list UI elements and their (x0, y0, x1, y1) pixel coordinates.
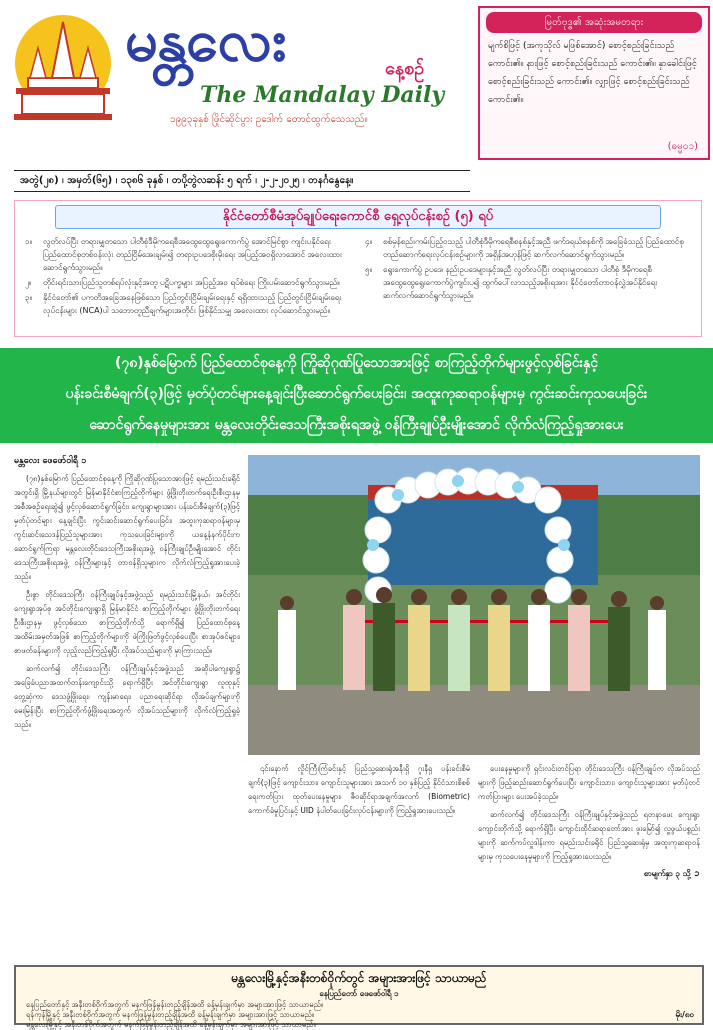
weather-box (14, 965, 704, 1029)
ribbon-cutting-photo (248, 455, 700, 755)
national-plan-box (14, 200, 702, 337)
article-paragraph: ပေးနေမှုများကို ရှင်းလင်းတင်ပြရာ တိုင်းဒေသကြီး ဝန်ကြီးချုပ်က လိုအပ်သည်များကို ဖြည့်ဆည်းဆောင်ရွက်ပေးပြီး ကျောင်းသား၊ ကျောင်းသူများအား မှတ်ပုံတင်ကတ်ပြားများ ပေးအပ်ခဲ့သည်။ (478, 764, 700, 801)
issue-dateline: အတွဲ(၂၈) ၊ အမှတ်(၆၅) ၊ ၁၃၈၆ ခုနှစ် ၊ တပို့တွဲလဆန်း ၅ ရက် ၊ ၂-၂-၂၀၂၅ ၊ တနင်္ဂနွေနေ့။ (14, 170, 470, 192)
article-paragraph: ဆက်လက်၍ တိုင်းဒေသကြီး ဝန်ကြီးချုပ်နှင့်အဖွဲ့သည် အဆိုပါကျေးရွာ၌ အခြေခံပညာအထက်တန်းကျောင်းသို့ ရောက်ရှိပြီး အင်တိုင်းကျေးရွာ လူထုနှင့် တွေ့ဆုံကာ ဒေသဖွံ့ဖြိုးရေး၊ ကျန်းမာရေး၊ ပညာရေးဆိုင်ရာ လိုအပ်ချက်များကို မေးမြန်းပြီး စာကြည့်တိုက်ဖွံ့ဖြိုးရေးအတွက် လိုအပ်သည်များကို လိုက်လံကြည့်ရှုခဲ့သည်။ (14, 664, 240, 729)
plan-item-text: စစ်မှန်စည်းကမ်းပြည့်ဝသည့် ပါတီစုံဒီမိုကရေစီစနစ်နှင့်အညီ ဖက်ဒရယ်စနစ်ကို အခြေခံသည့် ပြည်ထောင်စုတည်ဆောက်ရေးလုပ်ငန်းစဉ်များကို အရှိန်အဟုန်ဖြင့် ဆက်လက်ဆောင်ရွက်သွားမည်။ (383, 237, 684, 259)
plan-item-text: တိုင်းရင်းသားပြည်သူတစ်ရပ်လုံးနှင့်အတူ ပဋိပက္ခများ အပြည့်အဝ ရပ်စဲရေး ကြိုးပမ်းဆောင်ရွက်သွားမည်။ (43, 278, 340, 287)
plan-item (365, 235, 685, 261)
article-column-right (478, 762, 700, 962)
plan-item-text: ရွေးကောက်ပွဲ ဥပဒေ၊ နည်းဥပဒေများနှင့်အညီ လွတ်လပ်ပြီး တရားမျှတသော ပါတီစုံ ဒီမိုကရေစီ အထွေထွေရွေးကောက်ပွဲကျင်းပ၍ ထွက်ပေါ်လာသည့်အစိုးရအား နိုင်ငံတော်တာဝန်လွှဲအပ်နိုင်ရေး ဆက်လက်ဆောင်ရွက်သွားမည်။ (383, 265, 658, 300)
weather-byline: နေပြည်တော် ဖေဖော်ဝါရီ ၁ (319, 989, 399, 998)
masthead-subtitle: နေ့စဉ် (385, 58, 425, 79)
continued-link[interactable]: စာမျက်နှာ ၃ သို့ ➲ (643, 869, 700, 878)
plan-item-number: ၁။ (25, 237, 32, 246)
plan-item-number: ၂။ (25, 278, 32, 287)
masthead-tagline: ၁၉၉၃ခုနှစ် ဖြိုင်ဆိုင်ပွား ဥဒေါက် တောင်ထွက်သေသည်။ (170, 114, 368, 125)
headline-line-3: ဆောင်ရွက်နေမှုများအား မန္တလေးတိုင်းဒေသကြီးအစိုးရအဖွဲ့ ဝန်ကြီးချုပ်ဦးမျိုးအောင် လိုက်လံကြည့်ရှုအားပေး (89, 417, 624, 433)
dhamma-box-title: မြတ်ဗုဒ္ဓ၏ အဆုံးအမတရား (486, 12, 702, 33)
plan-item-number: ၅။ (365, 265, 372, 274)
photo-illustration (248, 455, 700, 755)
plan-item-text: လွတ်လပ်ပြီး တရားမျှတသော ပါတီစုံဒီမိုကရေစီအထွေထွေရွေးကောက်ပွဲ အောင်မြင်စွာ ကျင်းပနိုင်ရေး ပြည်ထောင်စုတစ်ဝန်းလုံး တည်ငြိမ်အေးချမ်း၍ တရားဥပဒေစိုးမိုးရေး အပြည့်အဝရှိလာအောင် အလေးထားဆောင်ရွက်သွားမည်။ (43, 237, 342, 272)
article-byline: မန္တလေး ဖေဖော်ဝါရီ ၁ (14, 456, 87, 466)
weather-code: မိုး/၈၀ (675, 1010, 694, 1019)
national-plan-heading: နိုင်ငံတော်စီမံအုပ်ချုပ်ရေးကောင်စီ ရှေ့လုပ်ငန်းစဉ် (၅) ရပ် (55, 205, 661, 229)
plan-item-number: ၃။ (25, 293, 32, 302)
weather-line: နေပြည်တော်နှင့် အနီးတစ်ဝိုက်အတွက် မနက်ဖြန်မွန်းတည့်ချိန်အထိ ခန့်မှန်းချက်မှာ အများအားဖြင့် သာယာမည်။ (26, 1000, 324, 1009)
dhamma-box-body: မျက်စိဖြင့် (အကုသိုလ် မဖြစ်အောင်) စောင့်စည်းခြင်းသည် ကောင်း၏။ နားဖြင့် စောင့်စည်းခြင်းသည် ကောင်း၏။ နှာခေါင်းဖြင့် စောင့်စည်းခြင်းသည် ကောင်း၏။ လျှာဖြင့် စောင့်စည်းခြင်းသည် ကောင်း၏။ (488, 41, 697, 105)
dhamma-box-reference: (ဓမ္မ၀၁) (667, 141, 698, 152)
lead-headline (0, 348, 713, 443)
national-plan-column-left (25, 235, 345, 319)
article-paragraph: ဆက်လက်၍ တိုင်းဒေသကြီး ဝန်ကြီးချုပ်နှင့်အဖွဲ့သည် ရတနာဖေး ကျေးရွာကျောင်းတိုက်သို့ ရောက်ရှိပြီး ကျောင်းထိုင်ဆရာတော်အား ဖူးမြော်၍ လှူဖွယ်ပစ္စည်းများကို ဆက်ကပ်လှူဒါန်းကာ ရမည်းသင်းခရိုင် ပြည်သူ့ဆေးရုံမှ အထူးကုဆရာဝန်များမှ ကုသပေးနေမှုများကို ကြည့်ရှုအားပေးသည်။ (478, 810, 700, 861)
masthead (0, 0, 465, 140)
plan-item-number: ၄။ (365, 237, 372, 246)
article-paragraph: ၎င်းနောက် လှိုင်ကြီးကြံခင်းနှင့် ပြည်သူ့ဆေးရုံအနီးရှိ ဂူးနီရှ ပန်းခင်းစီမံချက်(၃)ဖြင့် ကျောင်းသား၊ ကျောင်းသူများအား အသက် ၁၀ နှစ်ပြည့် နိုင်ငံသားစိစစ်ရေးကတ်ပြား ထုတ်ပေးနေမှုများ၊ ဇီဝဆိုင်ရာအချက်အလက် (Biometric) ကောက်ခံမှုပြင်းနှင့် UID နံပါတ်ပေးခြင်းလုပ်ငန်းများကို ကြည့်ရှုအားပေးသည်။ (248, 764, 470, 815)
national-plan-column-right (365, 235, 685, 304)
plan-item (25, 276, 345, 289)
masthead-title: မန္တလေး (125, 6, 286, 74)
weather-line: ရန်ကုန်မြို့နှင့် အနီးတစ်ဝိုက်အတွက် မနက်ဖြန်မွန်းတည့်ချိန်အထိ ခန့်မှန်းချက်မှာ အများအားဖြင့် သာယာမည်။ (26, 1010, 315, 1019)
headline-line-1: (၇၈)နှစ်မြောက် ပြည်ထောင်စုနေ့ကို ကြိုဆိုဂုဏ်ပြုသောအားဖြင့် စာကြည့်တိုက်များဖွင့်လှစ်ခြင်းနှင့် (114, 355, 599, 371)
masthead-english-title: The Mandalay Daily (200, 82, 445, 108)
plan-item (25, 291, 345, 317)
article-paragraph: ဦးစွာ တိုင်းဒေသကြီး ဝန်ကြီးချုပ်နှင့်အဖွဲ့သည် ရမည်းသင်းမြို့နယ်၊ အင်တိုင်းကျေးရွာအုပ်စု အင်တိုင်းကျေးရွာရှိ မြန်မာနိုင်ငံ စာကြည့်တိုက်များ ဖွံ့ဖြိုးတိုးတက်ရေးဦးစီးဌာနမှ ဖွင့်လှစ်သော စာကြည့်တိုက်သို့ ရောက်ရှိ၍ ပြည်ထောင်စုနေ့အထိမ်းအမှတ်အဖြစ် စာကြည့်တိုက်များကို ဖဲကြိုးဖြတ်ဖွင့်လှစ်ပေးပြီး စာအုပ်စင်များ၊ စာဖတ်ခန်းများကို လှည့်လည်ကြည့်ရှုပြီး လိုအပ်သည်များကို မှာကြားသည်။ (14, 590, 240, 655)
article-column-left (14, 455, 240, 960)
plan-item (365, 263, 685, 302)
plan-item-text: နိုင်ငံတော်၏ ပကတိအခြေအနေဖြစ်သော ပြည်တွင်းငြိမ်းချမ်းရေးနှင့် ရရှိထားသည့် ပြည်တွင်းငြိမ်းချမ်းရေးလုပ်ငန်းများ (NCA)ပါ သဘောတူညီချက်များအတိုင်း ဖြစ်နိုင်သမျှ အလေးထား လုပ်ဆောင်သွားမည်။ (43, 293, 342, 315)
article-column-middle (248, 762, 470, 962)
weather-title: မန္တလေးမြို့နှင့်အနီးတစ်ဝိုက်တွင် အများအားဖြင့် သာယာမည် (231, 971, 487, 985)
headline-line-2: ပန်းခင်းစီမံချက်(၃)ဖြင့် မှတ်ပုံတင်များနေ့ချင်းပြီးဆောင်ရွက်ပေးခြင်း၊ အထူးကုဆရာဝန်များမှ ကွင်းဆင်းကုသပေးခြင်း (65, 386, 648, 402)
plan-item (25, 235, 345, 274)
pagoda-logo-icon (8, 8, 118, 128)
article-paragraph: (၇၈)နှစ်မြောက် ပြည်ထောင်စုနေ့ကို ကြိုဆိုဂုဏ်ပြုသောအားဖြင့် ရမည်းသင်းခရိုင်အတွင်းရှိ မြို့နယ်များတွင် မြန်မာနိုင်ငံစာကြည့်တိုက်များ ဖွံ့ဖြိုးတိုးတက်ရေးဦးစီးဌာနမှ အစီအစဉ်ရေးဆွဲ၍ ဖွင့်လှစ်ဆောင်ရွက်ခြင်း၊ ကျေးရွာများအား ပန်းခင်းစီမံချက်(၃)ဖြင့် မှတ်ပုံတင်များ နေ့ချင်းပြီး ကွင်းဆင်းဆောင်ရွက်ပေးခြင်း၊ အထူးကုဆရာဝန်များမှ ကွင်းဆင်းသေဒန်ပြည်သူများအား ကုသပေးခြင်းများကို ယနေ့နံနက်ပိုင်းက ဆောင်ရွက်ကြရာ မန္တလေးတိုင်းဒေသကြီးအစိုးရအဖွဲ့ ဝန်ကြီးချုပ်ဦးမျိုးအောင် တိုင်းဒေသကြီးအစိုးရအဖွဲ့ ဝန်ကြီးများနှင့် တာဝန်ရှိသူများက လိုက်လံကြည့်ရှုအားပေးခဲ့သည်။ (14, 474, 240, 581)
weather-line: မန္တလေးမြို့နှင့် အနီးတစ်ဝိုက်အတွက် မနက်ဖြန်မွန်းတည့်ချိန်အထိ ခန့်မှန်းချက်မှာ အများအားဖြင့် သာယာမည်။ (26, 1020, 316, 1029)
dhamma-box (478, 6, 710, 160)
